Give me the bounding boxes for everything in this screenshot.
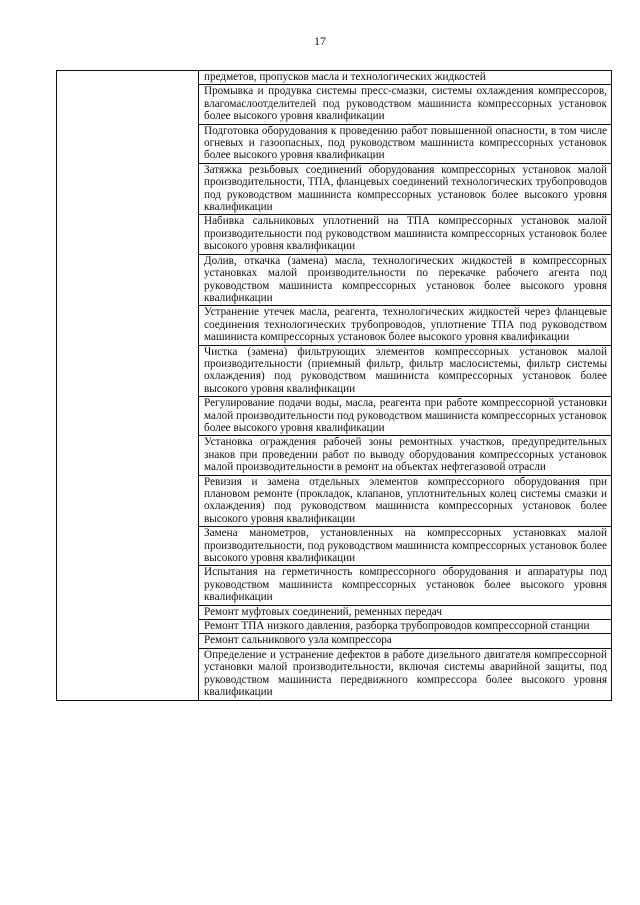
empty-left-cell [57,71,199,701]
labor-action-item: Ремонт ТПА низкого давления, разборка трубопроводов компрессорной станции [199,619,611,633]
labor-action-item: Промывка и продувка системы пресс-смазки, системы охлаждения компрессоров, влагомаслоотделителей под руководством машиниста компрессорных установок более высокого уровня квалификации [199,84,611,123]
labor-action-item: Замена манометров, установленных на компрессорных установках малой производительности, под руководством машиниста компрессорных установок более высокого уровня квалификации [199,526,611,565]
table-row [57,71,612,701]
labor-action-item: Чистка (замена) фильтрующих элементов компрессорных установок малой производительности (приемный фильтр, фильтр маслосистемы, фильтр системы охлаждения) под руководством машиниста компрессорных установок более высокого уровня квалификации [199,345,611,397]
labor-action-item: Установка ограждения рабочей зоны ремонтных участков, предупредительных знаков при проведении работ по выводу оборудования компрессорных установок малой производительности в ремонт на объектах нефтегазовой отрасли [199,435,611,474]
labor-action-item: Устранение утечек масла, реагента, технологических жидкостей через фланцевые соединения технологических трубопроводов, уплотнение ТПА под руководством машиниста компрессорных установок более высокого уровня квалификации [199,305,611,344]
labor-action-item: Затяжка резьбовых соединений оборудования компрессорных установок малой производительности, ТПА, фланцевых соединений технологических трубопроводов под руководством машиниста компрессорных установок более высокого уровня квалификации [199,163,611,215]
labor-actions-cell [199,71,612,701]
page-number: 17 [314,34,326,48]
labor-action-item: Ремонт муфтовых соединений, ременных передач [199,605,611,619]
functions-table [56,70,612,701]
labor-action-item: Долив, откачка (замена) масла, технологических жидкостей в компрессорных установках малой производительности по перекачке рабочего агента под руководством машиниста компрессорных установок более высокого уровня квалификации [199,254,611,306]
labor-action-item: предметов, пропусков масла и технологических жидкостей [204,71,486,83]
labor-action-item: Подготовка оборудования к проведению работ повышенной опасности, в том числе огневых и газоопасных, под руководством машиниста компрессорных установок более высокого уровня квалификации [199,124,611,163]
labor-action-item: Определение и устранение дефектов в работе дизельного двигателя компрессорной установки малой производительности, включая системы аварийной защиты, под руководством машиниста передвижного компрессора более высокого уровня квалификации [199,648,611,700]
labor-action-item: Испытания на герметичность компрессорного оборудования и аппаратуры под руководством машиниста компрессорных установок более высокого уровня квалификации [199,565,611,604]
labor-action-item: Ремонт сальникового узла компрессора [199,633,611,647]
labor-action-item: Регулирование подачи воды, масла, реагента при работе компрессорной установки малой производительности под руководством машиниста компрессорных установок более высокого уровня квалификации [199,396,611,435]
labor-action-item: Ревизия и замена отдельных элементов компрессорного оборудования при плановом ремонте (прокладок, клапанов, уплотнительных колец системы смазки и охлаждения) под руководством машиниста компрессорных установок более высокого уровня квалификации [199,475,611,527]
labor-actions-list [199,71,611,700]
labor-action-item: Набивка сальниковых уплотнений на ТПА компрессорных установок малой производительности под руководством машиниста компрессорных установок более высокого уровня квалификации [199,214,611,253]
